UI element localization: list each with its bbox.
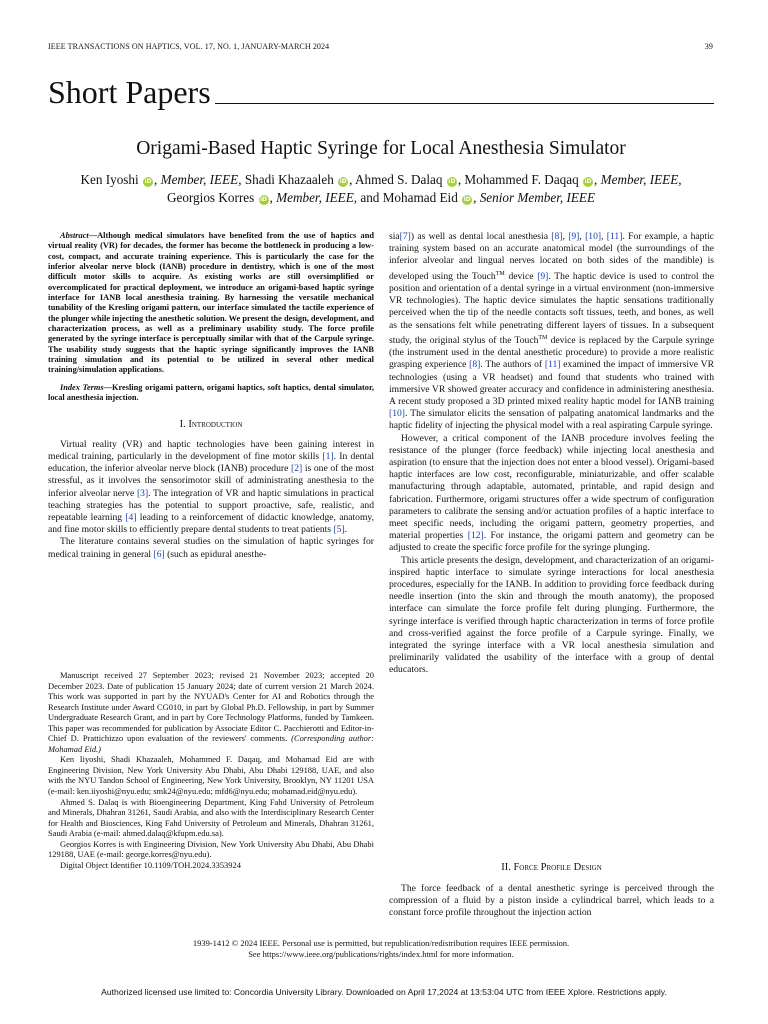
orcid-icon[interactable]: iD (260, 195, 268, 203)
citation-link[interactable]: [7] (399, 231, 411, 242)
citation-link[interactable]: [12] (467, 530, 484, 542)
footnote-text: Manuscript received 27 September 2023; revised 21 November 2023; accepted 20 December 2023. Date of publication 15 January 2024; date of current version 21 March 2024. This work was supported in part by the NYUAD's Center for AI and Robotics through the Research Institute under Award CG010, in part by Global Ph.D. Fellowship, in part by Summer Undergraduate Research Grant, and in part by Core Technology Platforms, funded by Tamkeen. This paper was recommended for publication by Associate Editor C. Pacchierotti and Editor-in-Chief D. Prattichizzo upon evaluation of the reviewers' comments. (48, 670, 374, 744)
copyright-line: See https://www.ieee.org/publications/rights/index.html for more information. (248, 949, 514, 959)
text-run: . The integration of VR and haptic simulations in practical teaching strategies has the potential to support proactive, safe, realistic, and repeatable learning (48, 487, 374, 523)
author-membership: Member, IEEE (276, 189, 354, 205)
text-run: . For instance, the origami pattern and geometry can be adjusted to create the specific force profile for the syringe plunging. (389, 530, 714, 554)
copyright-notice (48, 938, 714, 960)
text-run: . For example, a haptic training system based on an accurate anatomical model (the surroundings of the inferior alveolar and lingual nerves located on both sides of the mandible) is developed using the Touch (389, 231, 715, 282)
citation-link[interactable]: [1] (322, 450, 334, 462)
author-list: Ken Iyoshi iD , Member, IEEE, Shadi Khazaaleh iD , Ahmed S. Dalaq iD , Mohammed F. Daqaq iD , Member, IEEE, Georgios Korres iD , Member, IEEE, and Mohamad Eid iD , Senior Member, IEEE (80, 172, 682, 205)
author-membership: Senior Member, IEEE (479, 189, 596, 205)
text-run: , (601, 231, 607, 242)
text-run: ) as well as dental local anesthesia (410, 231, 552, 242)
footnote-manuscript (48, 670, 374, 754)
author-name: Ken Iyoshi (80, 172, 139, 187)
section-numeral: II. (501, 862, 511, 873)
orcid-icon[interactable]: iD (144, 178, 152, 185)
left-column (48, 231, 374, 561)
author-name: Shadi Khazaaleh (244, 172, 334, 187)
right-column (389, 231, 714, 677)
first-page-footnote (48, 670, 374, 870)
citation-link[interactable]: [11] (606, 231, 623, 242)
text-run: (such as epidural anesthe- (164, 548, 267, 560)
text-run: leading to a reinforcement of didactic knowledge, anatomy, and fine motor skills to efficiently prepare dental students to treat patients (48, 511, 375, 536)
text-run: , (579, 231, 586, 242)
author-membership: Member, IEEE (600, 172, 679, 187)
body-paragraph: The force feedback of a dental anesthetic syringe is perceived through the compression of a fluid by a piston inside a cylindrical barrel, which leads to a constant force profile throughout the injection action (389, 883, 714, 919)
text-run: . The haptic device is used to control the position and orientation of a dental syringe in a virtual environment (non-immersive VR technologies). The haptic device simulates the haptic sensations traditionally perceived when the tip of the needle contacts soft tissues, teeth, and bones, as well as the sensations felt while penetrating different layers of tissues. In a subsequent study, the original stylus of the Touch (389, 270, 714, 346)
abstract-lead: Abstract (60, 231, 89, 240)
orcid-icon[interactable]: iD (448, 178, 456, 185)
running-header: IEEE TRANSACTIONS ON HAPTICS, VOL. 17, NO. 1, JANUARY-MARCH 2024 (48, 42, 330, 51)
paper-title: Origami-Based Haptic Syringe for Local Anesthesia Simulator (136, 138, 626, 159)
index-terms (48, 383, 374, 404)
index-terms-lead: Index Terms (60, 382, 104, 392)
citation-link[interactable]: [2] (291, 463, 303, 475)
citation-link[interactable]: [5] (333, 524, 345, 536)
text-run: , (562, 231, 569, 242)
text-run: is one of the most stressful, as it involves the sensorimotor skill of administrating anesthesia to the inferior alveolar nerve (48, 463, 374, 499)
license-banner: Authorized licensed use limited to: Concordia University Library. Downloaded on April 17,2024 at 13:53:04 UTC from IEEE Xplore. Restrictions apply. (101, 987, 667, 997)
text-run: . (344, 524, 348, 536)
page-number: 39 (704, 42, 713, 51)
section-title: Introduction (188, 418, 243, 430)
footnote-affiliation: Ken Iiyoshi, Shadi Khazaaleh, Mohammed F. Daqaq, and Mohamad Eid are with Engineering Division, New York University Abu Dhabi, Abu Dhabi 129188, UAE, and also with the NYU Tandon School of Engineering, New York University, Brooklyn, NY 11201 USA (e-mail: ken.iiyoshi@nyu.edu; smk24@nyu.edu; mfd6@nyu.edu; mohamad.eid@nyu.edu). (48, 754, 374, 797)
section-heading (48, 419, 374, 431)
citation-link[interactable]: [3] (136, 487, 149, 499)
abstract (48, 231, 374, 376)
text-run: . The authors of (480, 359, 545, 371)
citation-link[interactable]: [9] (568, 231, 580, 242)
author-name: Georgios Korres (166, 189, 255, 205)
orcid-icon[interactable]: iD (339, 178, 347, 185)
text-run: Virtual reality (VR) and haptic technologies have been gaining interest in medical training, particularly in the development of fine motor skills (48, 438, 374, 462)
citation-link[interactable]: [11] (544, 359, 561, 371)
body-paragraph: This article presents the design, development, and characterization of an origami-inspired haptic interface to simulate syringe interactions for local anesthesia procedures, especially for the IANB. In addition to providing force feedback during needle insertion (into the skin and through the mouth anatomy), the proposed interface can simulate the force profile felt during plunging. Furthermore, the syringe interface is verified through haptic characterization in terms of force profile and cross-verified against the force profile of a Carpule syringe. Finally, we integrated the syringe interface with a VR local anesthesia simulation and preliminarily validated the usability of the interface with a group of dental educators. (389, 554, 714, 676)
section-kicker-label: Short Papers (48, 74, 211, 110)
citation-link[interactable]: [8] (469, 359, 481, 371)
text-run: However, a critical component of the IANB procedure involves feeling the resistance of the plunger (force feedback) while injecting local anesthesia and aspiration (to ensure that the injection does not enter a blood vessel). Origami-based haptic interfaces are low cost, reconfigurable, miniaturizable, and offer scalable manufacturing through adaptable, automated, printable, and rapid design and fabrication. Furthermore, origami structures offer a wide spectrum of configuration parameters to calibrate the sensing and/or actuation profiles of a haptic interface to meet specific needs, including the origami pattern, geometry properties, and material properties (389, 432, 714, 542)
body-paragraph (48, 439, 374, 537)
text-run: . In dental education, the inferior alveolar nerve block (IANB) procedure (48, 450, 374, 475)
orcid-icon[interactable]: iD (463, 195, 471, 203)
trademark: TM (538, 334, 548, 341)
citation-link[interactable]: [6] (153, 548, 165, 560)
text-run: The literature contains several studies on the simulation of haptic syringes for medical training in general (48, 536, 374, 560)
author-membership: Member, IEEE (160, 172, 239, 187)
copyright-line: 1939-1412 © 2024 IEEE. Personal use is permitted, but republication/redistribution requires IEEE permission. (192, 938, 570, 948)
abstract-text: —Although medical simulators have benefited from the use of haptics and virtual reality (VR) for decades, the former has become the bottleneck in producing a low-cost, compact, and accurate training experience. This is particularly the case for the inferior alveolar nerve block (IANB) procedure in dentistry, which is one of the most difficult motor skills to acquire. As existing works are still oversimplified or overcomplicated for practical deployment, we introduce an origami-based haptic syringe interface for IANB local anesthesia training. By harnessing the versatile mechanical tunability of the Kresling origami pattern, our interface simulated the tactile experience of the plunger while injecting the anesthetic solution. We present the design, development, and characterization process, as well as a preliminary usability study. The force profile generated by the syringe interface is perceptually similar with that of the Carpule syringe. The usability study suggests that the haptic syringe significantly improves the IANB training simulation and its potential to be utilized in several other medical training/simulation applications. (48, 231, 374, 375)
trademark: TM (495, 270, 505, 277)
index-terms-text: —Kresling origami pattern, origami haptics, soft haptics, dental simulator, local anesthesia injection. (48, 382, 374, 403)
author-name: Mohammed F. Daqaq (464, 172, 579, 187)
footnote-affiliation: Ahmed S. Dalaq is with Bioengineering Department, King Fahd University of Petroleum and Minerals, Dhahran 31261, Saudi Arabia, and also with the Interdisciplinary Research Center for Health and Biosciences, King Fahd University of Petroleum and Minerals, Dhahran 31261, Saudi Arabia (e-mail: ahmed.dalaq@kfupm.edu.sa). (48, 796, 374, 839)
body-paragraph (48, 536, 374, 560)
corresponding-author: (Corresponding author: Mohamad Eid.) (48, 733, 374, 754)
text-run: . The simulator elicits the sensation of palpating anatomical landmarks and the haptic fidelity of injecting the physical model with a real aspirating Carpule syringe. (389, 408, 714, 432)
section-numeral: I. (179, 418, 186, 430)
body-paragraph (389, 433, 714, 555)
citation-link[interactable]: [10] (389, 408, 405, 420)
citation-link[interactable]: [4] (125, 511, 137, 523)
citation-link[interactable]: [10] (585, 231, 602, 242)
citation-link[interactable]: [8] (551, 231, 563, 242)
author-name: Mohamad Eid (382, 189, 458, 205)
section-kicker (48, 74, 714, 110)
citation-link[interactable]: [9] (537, 270, 549, 282)
text-run: sia (389, 231, 400, 242)
section-heading (389, 862, 714, 873)
author-conjunction: and (360, 189, 380, 205)
text-run: examined the impact of immersive VR technologies (using a VR headset) and found that students who trained with immersive VR showed greater accuracy and confidence in administering anesthesia. A recent study proposed a 3D printed mixed reality haptic model for IANB training (389, 359, 714, 408)
orcid-icon[interactable]: iD (584, 178, 592, 185)
text-run: device (504, 270, 538, 282)
section-title: Force Profile Design (513, 862, 602, 873)
footnote-affiliation: Georgios Korres is with Engineering Division, New York University Abu Dhabi, Abu Dhabi 129188, UAE (e-mail: george.korres@nyu.edu). (48, 838, 374, 860)
text-run: device is replaced by the Carpule syringe (the instrument used in the dental anesthetic procedure) to provide a more realistic grasping experience (389, 335, 714, 371)
body-paragraph (389, 231, 714, 433)
author-name: Ahmed S. Dalaq (354, 172, 443, 187)
doi: Digital Object Identifier 10.1109/TOH.2024.3353924 (60, 859, 241, 870)
kicker-rule (215, 103, 714, 104)
